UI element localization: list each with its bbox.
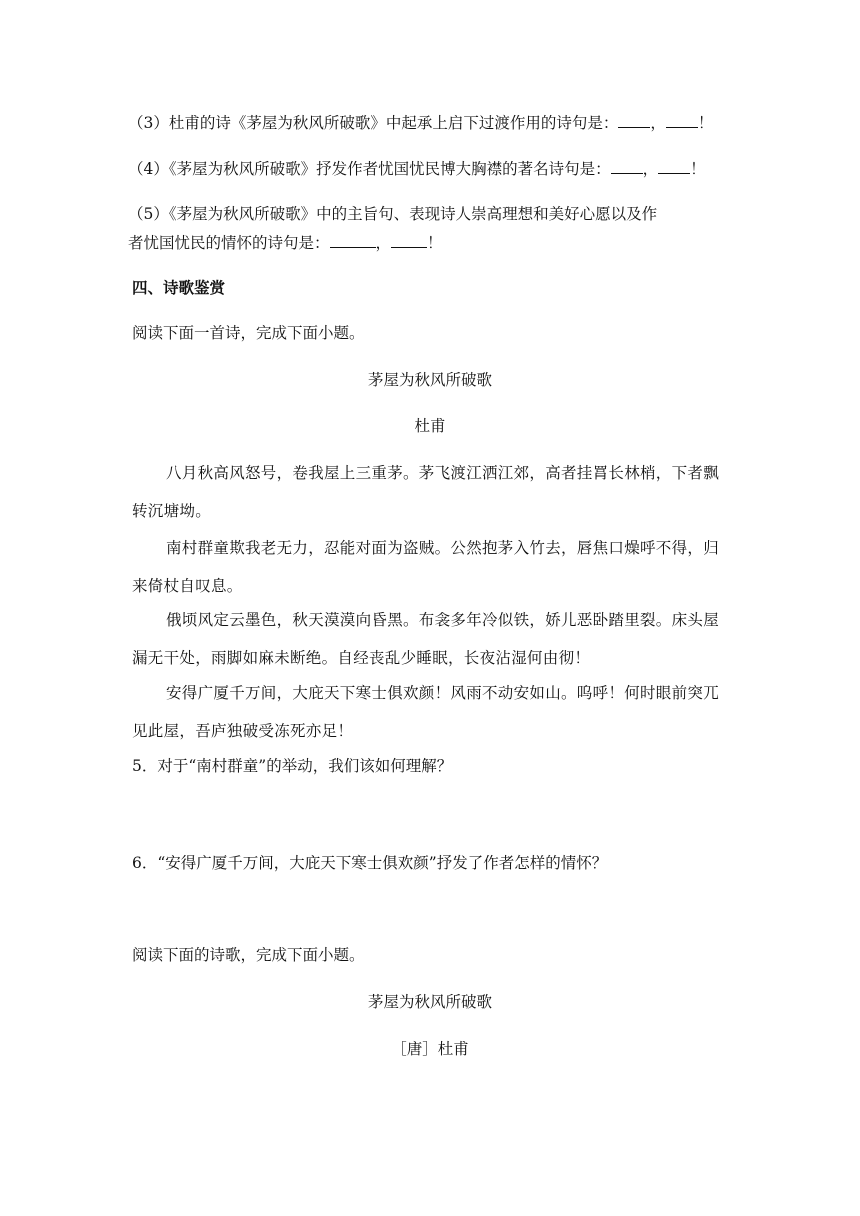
section-heading: 四、诗歌鉴赏 (132, 279, 226, 297)
question-5: 5．对于“南村群童”的举动，我们该如何理解？ (132, 757, 453, 775)
fill-question-3 (128, 112, 713, 133)
poem-stanza: 南村群童欺我老无力，忍能对面为盗贼。公然抱茅入竹去，唇焦口燥呼不得，归来倚杖自叹息。 (132, 539, 720, 595)
separator: ， (375, 234, 392, 252)
end-mark: ！ (697, 114, 714, 132)
reading-intro-2: 阅读下面的诗歌，完成下面小题。 (132, 946, 365, 964)
question-6: 6．“安得广厦千万间，大庇天下寒士俱欢颜”抒发了作者怎样的情怀？ (132, 854, 608, 872)
answer-blank (330, 232, 376, 248)
poem-stanza: 安得广厦千万间，大庇天下寒士俱欢颜！风雨不动安如山。呜呼！何时眼前突兀见此屋，吾庐独破受冻死亦足！ (132, 684, 720, 740)
poem-stanza: 俄顷风定云墨色，秋天漠漠向昏黑。布衾多年冷似铁，娇儿恶卧踏里裂。床头屋漏无干处，雨脚如麻未断绝。自经丧乱少睡眠，长夜沾湿何由彻！ (132, 611, 720, 667)
poem-title: 茅屋为秋风所破歌 (367, 371, 492, 389)
fill-question-3-text: （3）杜甫的诗《茅屋为秋风所破歌》中起承上启下过渡作用的诗句是： (128, 114, 619, 132)
fill-question-5-line1: （5）《茅屋为秋风所破歌》中的主旨句、表现诗人崇高理想和美好心愿以及作 (128, 205, 658, 223)
fill-question-4-text: （4）《茅屋为秋风所破歌》抒发作者忧国忧民博大胸襟的著名诗句是： (128, 160, 611, 178)
answer-blank (666, 112, 698, 128)
reading-intro: 阅读下面一首诗，完成下面小题。 (132, 324, 365, 342)
answer-blank (658, 158, 690, 174)
separator: ， (642, 160, 659, 178)
answer-blank (391, 232, 427, 248)
fill-question-5-text: 者忧国忧民的情怀的诗句是： (128, 234, 330, 252)
fill-question-5-line2 (128, 232, 443, 253)
separator: ， (650, 114, 666, 132)
answer-blank (618, 112, 650, 128)
poem-author-2: ［唐］杜甫 (391, 1040, 469, 1058)
answer-blank (611, 158, 643, 174)
poem-author: 杜甫 (414, 417, 446, 435)
poem-title-2: 茅屋为秋风所破歌 (367, 993, 492, 1011)
poem-stanza: 八月秋高风怒号，卷我屋上三重茅。茅飞渡江洒江郊，高者挂罥长林梢，下者飘转沉塘坳。 (132, 464, 720, 520)
end-mark: ！ (427, 234, 443, 252)
fill-question-4 (128, 158, 706, 179)
end-mark: ！ (690, 160, 706, 178)
